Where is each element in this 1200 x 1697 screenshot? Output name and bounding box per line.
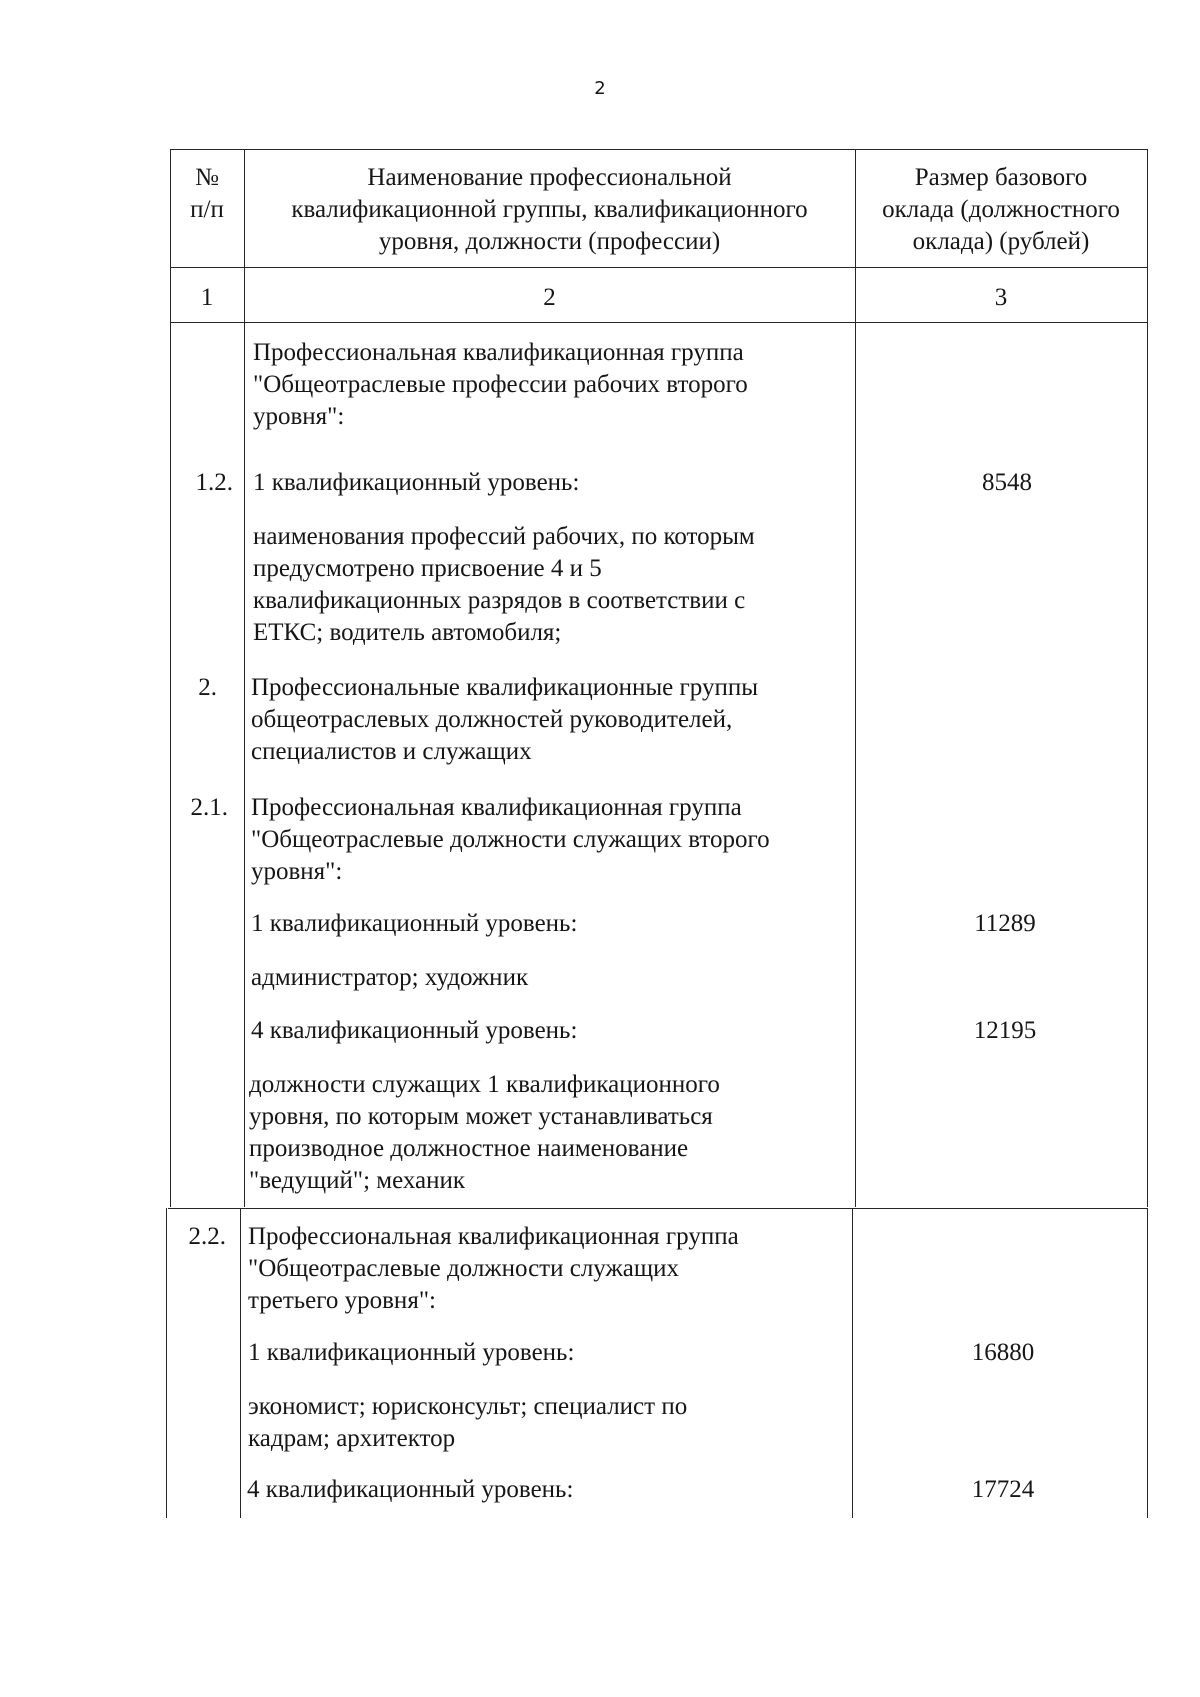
section-divider bbox=[168, 1208, 1147, 1209]
header-salary: Размер базового оклада (должностного оклада) (рублей) bbox=[882, 164, 1120, 255]
row-salary: 17724 bbox=[971, 1476, 1035, 1503]
row-number: 2.2. bbox=[188, 1223, 226, 1250]
header-bottom-border bbox=[170, 267, 1147, 268]
row-text: Профессиональная квалификационная группа "Общеотраслевые профессии рабочих второго уровня": bbox=[253, 339, 748, 430]
row-text: Профессиональная квалификационная группа "Общеотраслевые должности служащих третьего уровня": bbox=[248, 1223, 739, 1314]
header-number: № п/п bbox=[190, 164, 224, 223]
column-number-3: 3 bbox=[994, 284, 1008, 311]
column-number-1: 1 bbox=[200, 284, 214, 311]
colnum-bottom-border bbox=[170, 322, 1147, 323]
row-text: 1 квалификационный уровень: bbox=[251, 910, 578, 937]
table-left-border-lower bbox=[166, 1208, 167, 1518]
row-salary: 16880 bbox=[971, 1339, 1035, 1366]
table-top-border bbox=[170, 149, 1147, 150]
page-number: 2 bbox=[594, 78, 606, 99]
header-name: Наименование профессиональной квалификационной группы, квалификационного уровня, должности (профессии) bbox=[291, 164, 808, 255]
row-number: 2.1. bbox=[190, 794, 228, 821]
table-right-border bbox=[1147, 149, 1148, 1207]
row-salary: 11289 bbox=[974, 910, 1036, 937]
row-text: 4 квалификационный уровень: bbox=[247, 1476, 574, 1503]
row-text: 4 квалификационный уровень: bbox=[251, 1017, 578, 1044]
row-text: должности служащих 1 квалификационного уровня, по которым может устанавливаться производное должностное наименование "ведущий"; механик bbox=[249, 1071, 720, 1194]
row-salary: 8548 bbox=[982, 469, 1032, 496]
row-salary: 12195 bbox=[973, 1017, 1037, 1044]
row-text: экономист; юрисконсульт; специалист по кадрам; архитектор bbox=[248, 1393, 688, 1452]
row-text: Профессиональные квалификационные группы общеотраслевых должностей руководителей, специалистов и служащих bbox=[251, 674, 759, 765]
row-text: наименования профессий рабочих, по которым предусмотрено присвоение 4 и 5 квалификационных разрядов в соответствии с ЕТКС; водитель автомобиля; bbox=[253, 523, 755, 646]
column-number-2: 2 bbox=[543, 284, 556, 311]
row-text: Профессиональная квалификационная группа "Общеотраслевые должности служащих второго уровня": bbox=[251, 794, 770, 885]
col-divider-1-lower bbox=[240, 1208, 241, 1518]
row-text: 1 квалификационный уровень: bbox=[248, 1339, 575, 1366]
row-number: 1.2. bbox=[195, 469, 233, 496]
row-number: 2. bbox=[198, 674, 217, 701]
row-text: администратор; художник bbox=[251, 964, 529, 991]
row-text: 1 квалификационный уровень: bbox=[253, 469, 580, 496]
